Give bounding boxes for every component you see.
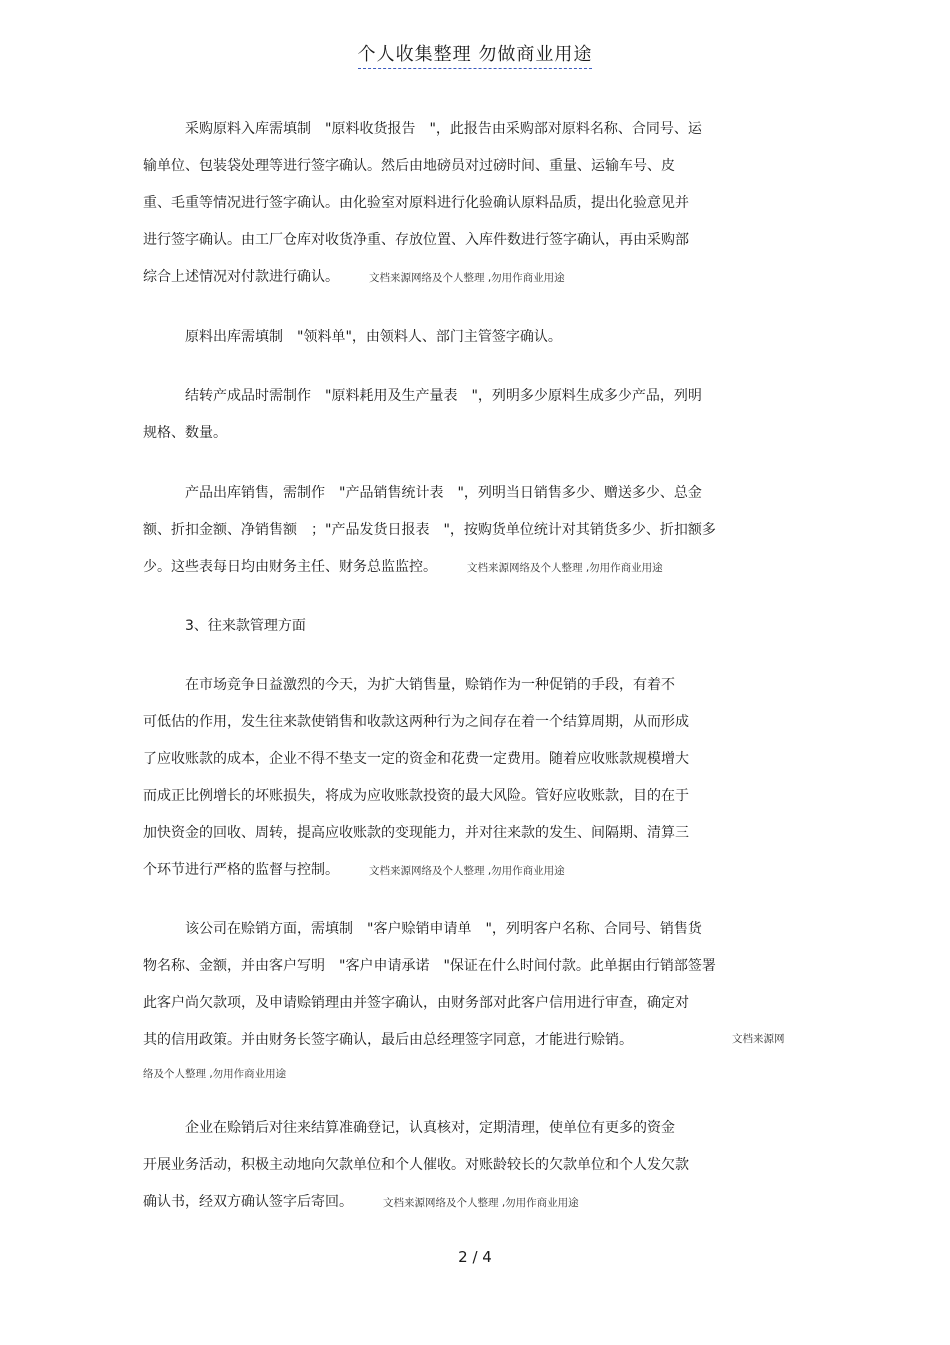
page-header [0,40,950,69]
text-line: 此客户尚欠款项，及申请赊销理由并签字确认，由财务部对此客户信用进行审查，确定对 [143,995,689,1011]
header-title: 个人收集整理 勿做商业用途 [358,40,593,69]
text-line: 个环节进行严格的监督与控制。 [143,862,339,878]
source-note: 文档来源网络及个人整理 ,勿用作商业用途 [369,272,565,284]
text-line: 进行签字确认。由工厂仓库对收货净重、存放位置、入库件数进行签字确认，再由采购部 [143,232,689,248]
text-line: 综合上述情况对付款进行确认。 [143,269,339,285]
text-line: 企业在赊销后对往来结算准确登记，认真核对，定期清理，使单位有更多的资金 [143,1120,675,1136]
text-line: 在市场竞争日益激烈的今天，为扩大销售量，赊销作为一种促销的手段，有着不 [143,677,675,693]
text-line: 了应收账款的成本，企业不得不垫支一定的资金和花费一定费用。随着应收账款规模增大 [143,751,689,767]
text-line-with-note [143,1191,579,1211]
text-line: 规格、数量。 [143,425,227,441]
text-line: 产品出库销售，需制作 "产品销售统计表 "，列明当日销售多少、赠送多少、总金 [143,485,702,501]
text-line-with-note [143,859,565,879]
source-note: 文档来源网 [732,1033,785,1045]
text-line: 结转产成品时需制作 "原料耗用及生产量表 "，列明多少原料生成多少产品，列明 [143,388,702,404]
text-line: 开展业务活动，积极主动地向欠款单位和个人催收。对账龄较长的欠款单位和个人发欠款 [143,1157,689,1173]
page-number: 2 / 4 [458,1248,492,1266]
text-line-with-note [143,556,663,576]
text-line: 其的信用政策。并由财务长签字确认，最后由总经理签字同意，才能进行赊销。 [143,1032,633,1048]
text-line-with-note [143,1029,793,1049]
source-note: 文档来源网络及个人整理 ,勿用作商业用途 [383,1197,579,1209]
text-line: 加快资金的回收、周转，提高应收账款的变现能力，并对往来款的发生、间隔期、清算三 [143,825,689,841]
text-line: 额、折扣金额、净销售额 ；"产品发货日报表 "，按购货单位统计对其销货多少、折扣额多 [143,522,716,538]
text-line: 少。这些表每日均由财务主任、财务总监监控。 [143,559,437,575]
text-line: 采购原料入库需填制 "原料收货报告 "，此报告由采购部对原料名称、合同号、运 [143,121,702,137]
section-title: 3、往来款管理方面 [143,618,306,634]
text-line: 重、毛重等情况进行签字确认。由化验室对原料进行化验确认原料品质，提出化验意见并 [143,195,689,211]
text-line: 确认书，经双方确认签字后寄回。 [143,1194,353,1210]
text-line: 可低估的作用，发生往来款使销售和收款这两种行为之间存在着一个结算周期，从而形成 [143,714,689,730]
source-note: 文档来源网络及个人整理 ,勿用作商业用途 [369,865,565,877]
text-line: 物名称、金额，并由客户写明 "客户申请承诺 "保证在什么时间付款。此单据由行销部签署 [143,958,716,974]
text-line-with-note [143,266,565,286]
source-note: 文档来源网络及个人整理 ,勿用作商业用途 [467,562,663,574]
source-note-continued: 络及个人整理 ,勿用作商业用途 [143,1068,287,1080]
text-line: 输单位、包装袋处理等进行签字确认。然后由地磅员对过磅时间、重量、运输车号、皮 [143,158,675,174]
text-line: 而成正比例增长的坏账损失，将成为应收账款投资的最大风险。管好应收账款，目的在于 [143,788,689,804]
text-line: 原料出库需填制 "领料单"，由领料人、部门主管签字确认。 [143,329,562,345]
text-line: 该公司在赊销方面，需填制 "客户赊销申请单 "，列明客户名称、合同号、销售货 [143,921,702,937]
